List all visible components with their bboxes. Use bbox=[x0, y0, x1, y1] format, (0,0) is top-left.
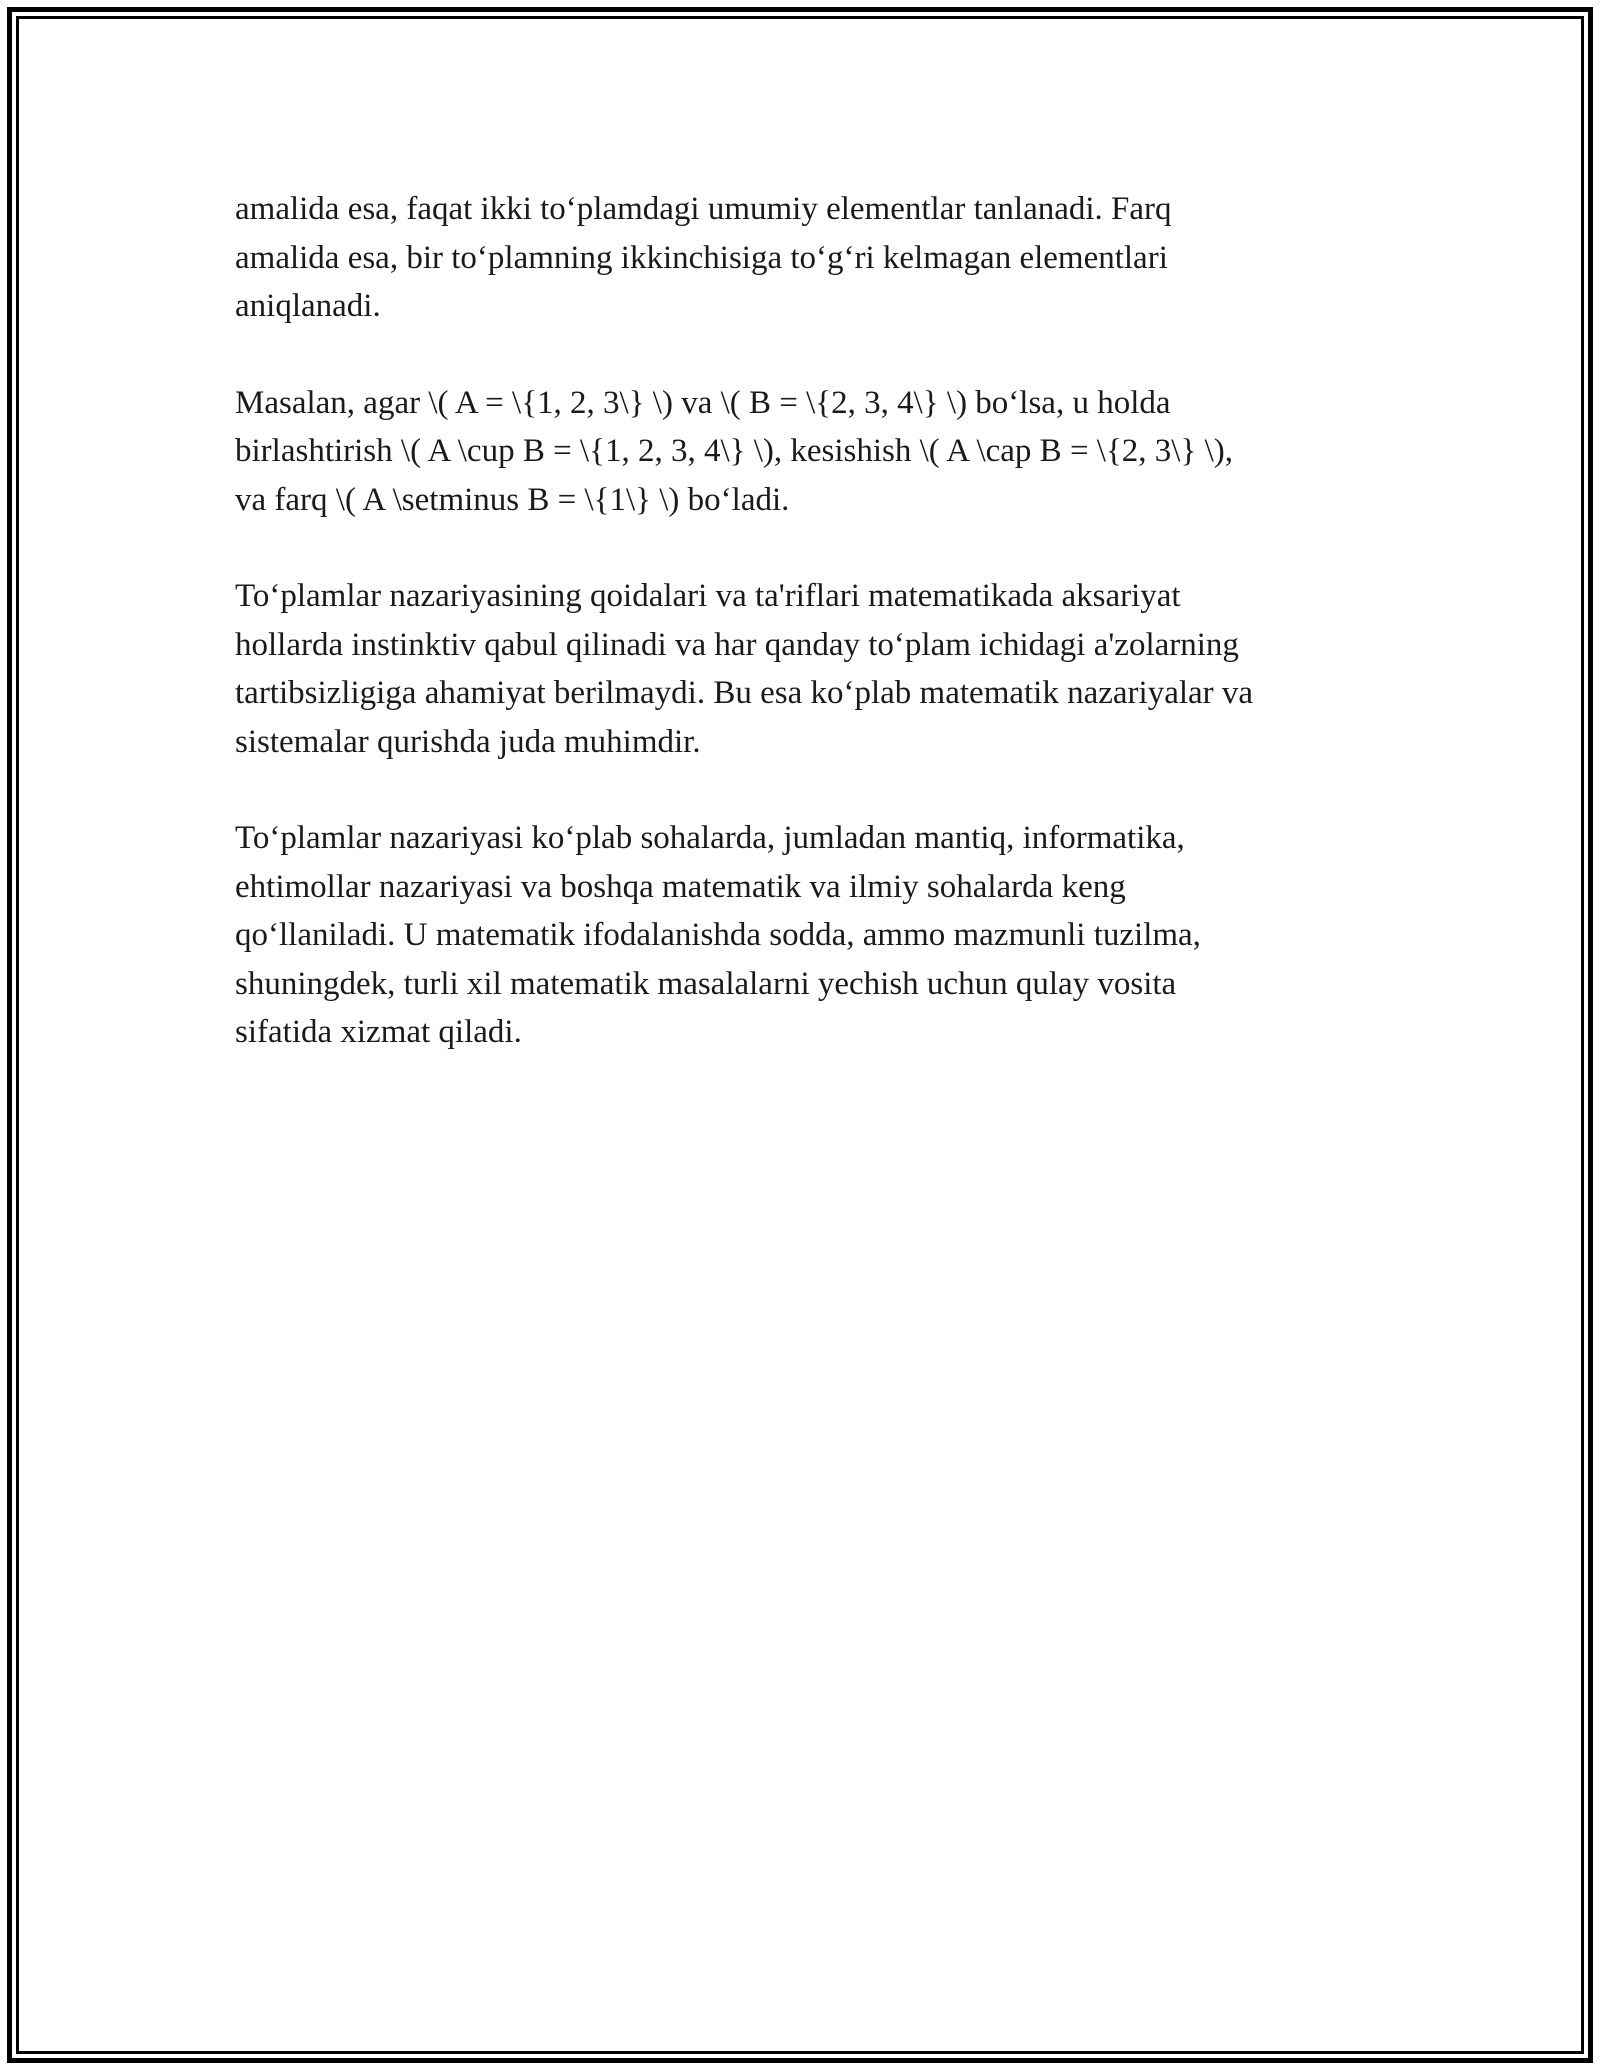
paragraph-example: Masalan, agar \( A = \{1, 2, 3\} \) va \( B = \{2, 3, 4\} \) bo‘lsa, u holda birlashtirish \( A \cup B = \{1, 2, 3, 4\} \), kesishish \( A \cap B = \{2, 3\} \), va farq \( A \setminus B = \{1\} \) bo‘ladi. bbox=[235, 384, 1233, 518]
paragraph-set-operations: amalida esa, faqat ikki to‘plamdagi umumiy elementlar tanlanadi. Farq amalida esa, bir to‘plamning ikkinchisiga to‘g‘ri kelmagan elementlari aniqlanadi. bbox=[235, 191, 1172, 324]
paragraph-rules: To‘plamlar nazariyasining qoidalari va ta'riflari matematikada aksariyat hollarda instinktiv qabul qilinadi va har qanday to‘plam ichidagi a'zolarning tartibsizligiga ahamiyat berilmaydi. Bu esa ko‘plab matematik nazariyalar va sistemalar qurishda juda muhimdir. bbox=[235, 578, 1254, 760]
document-body bbox=[235, 185, 1375, 1105]
paragraph-applications: To‘plamlar nazariyasi ko‘plab sohalarda, jumladan mantiq, informatika, ehtimollar nazariyasi va boshqa matematik va ilmiy sohalarda keng qo‘llaniladi. U matematik ifodalanishda sodda, ammo mazmunli tuzilma, shuningdek, turli xil matematik masalalarni yechish uchun qulay vosita sifatida xizmat qiladi. bbox=[235, 820, 1201, 1050]
